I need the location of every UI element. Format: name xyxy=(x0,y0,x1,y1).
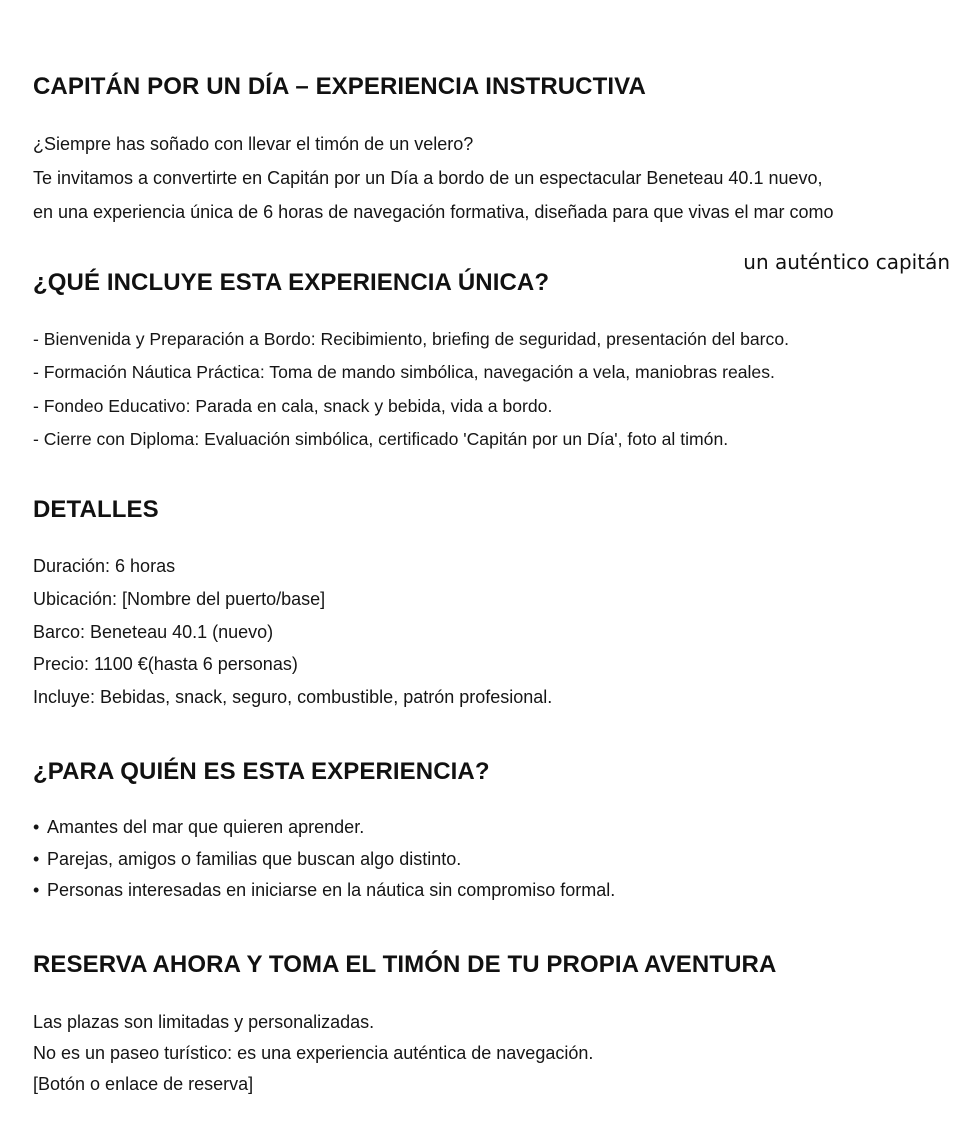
list-item xyxy=(33,879,615,901)
booking-link[interactable]: [Botón o enlace de reserva] xyxy=(33,1074,254,1094)
bullet-icon: • xyxy=(33,817,40,837)
page-title: CAPITÁN POR UN DÍA – EXPERIENCIA INSTRUCTIVA xyxy=(33,73,646,100)
bullet-icon: • xyxy=(33,849,40,869)
audience-item-text: Amantes del mar que quieren aprender. xyxy=(47,817,365,837)
bullet-icon: • xyxy=(33,880,40,900)
booking-heading: RESERVA AHORA Y TOMA EL TIMÓN DE TU PROPIA AVENTURA xyxy=(33,951,777,978)
details-item: Precio: 1100 €(hasta 6 personas) xyxy=(33,654,298,674)
details-item: Duración: 6 horas xyxy=(33,556,176,576)
includes-heading: ¿QUÉ INCLUYE ESTA EXPERIENCIA ÚNICA? xyxy=(33,269,550,296)
list-item xyxy=(33,848,461,870)
details-heading: DETALLES xyxy=(33,496,159,523)
booking-line: Las plazas son limitadas y personalizadas. xyxy=(33,1012,375,1032)
details-item: Ubicación: [Nombre del puerto/base] xyxy=(33,589,326,609)
intro-line-right: un auténtico capitán xyxy=(743,250,950,274)
audience-item-text: Personas interesadas en iniciarse en la náutica sin compromiso formal. xyxy=(47,880,616,900)
includes-item: - Fondeo Educativo: Parada en cala, snack y bebida, vida a bordo. xyxy=(33,396,553,416)
includes-item: - Bienvenida y Preparación a Bordo: Recibimiento, briefing de seguridad, presentación del barco. xyxy=(33,329,789,349)
includes-item: - Cierre con Diploma: Evaluación simbólica, certificado 'Capitán por un Día', foto al timón. xyxy=(33,429,729,449)
audience-heading: ¿PARA QUIÉN ES ESTA EXPERIENCIA? xyxy=(33,758,490,785)
intro-line: Te invitamos a convertirte en Capitán por un Día a bordo de un espectacular Beneteau 40.1 nuevo, xyxy=(33,168,823,188)
intro-line: ¿Siempre has soñado con llevar el timón de un velero? xyxy=(33,134,474,154)
intro-line: en una experiencia única de 6 horas de navegación formativa, diseñada para que vivas el mar como xyxy=(33,202,834,222)
audience-item-text: Parejas, amigos o familias que buscan algo distinto. xyxy=(47,849,462,869)
list-item xyxy=(33,816,364,838)
details-item: Incluye: Bebidas, snack, seguro, combustible, patrón profesional. xyxy=(33,687,553,707)
booking-line: No es un paseo turístico: es una experiencia auténtica de navegación. xyxy=(33,1043,594,1063)
includes-item: - Formación Náutica Práctica: Toma de mando simbólica, navegación a vela, maniobras reales. xyxy=(33,362,775,382)
details-item: Barco: Beneteau 40.1 (nuevo) xyxy=(33,622,274,642)
